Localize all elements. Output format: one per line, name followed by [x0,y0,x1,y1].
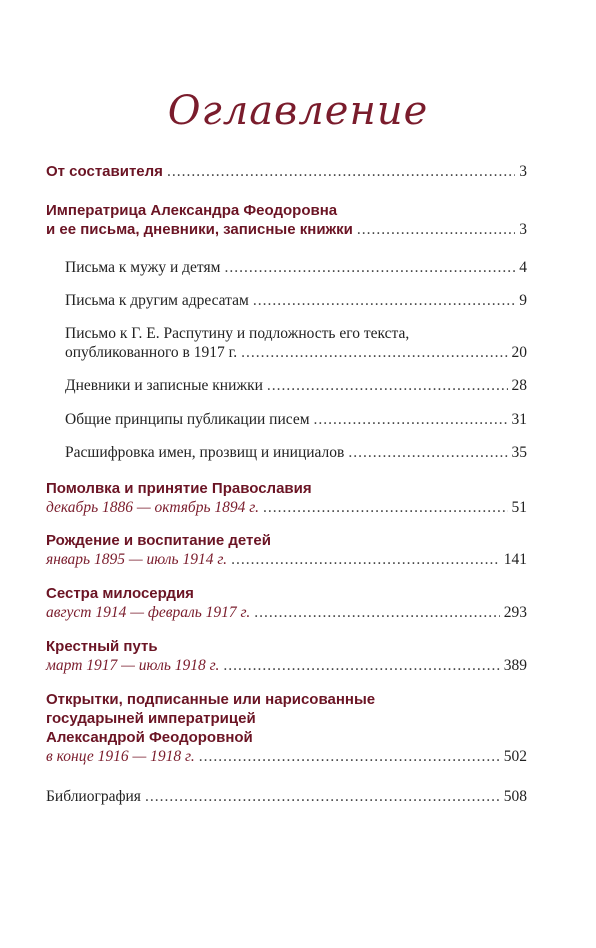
toc-entry-empress[interactable] [46,201,527,239]
toc-entry-way-of-cross[interactable] [46,637,527,675]
leader-dots [145,787,500,806]
leader-dots [223,656,499,675]
toc-entry-title-cont: государыней императрицей [46,710,256,727]
leader-dots [267,376,508,395]
leader-dots [199,747,500,766]
toc-entry-letters-others[interactable] [65,291,527,310]
toc-entry-dates: в конце 1916 — 1918 г. [46,748,195,765]
toc-entry-title: Императрица Александра Феодоровна [46,202,338,219]
toc-page-number: 20 [511,344,527,361]
toc-entry-title: Расшифровка имен, прозвищ и инициалов [65,444,345,461]
toc-entry-title: Библиография [46,788,141,805]
toc-page-number: 35 [511,444,527,461]
toc-entry-dates: январь 1895 — июль 1914 г. [46,551,228,568]
toc-page-number: 4 [519,259,527,276]
leader-dots [254,603,499,622]
toc-entry-dates: декабрь 1886 — октябрь 1894 г. [46,499,259,516]
toc-entry-engagement[interactable] [46,479,527,517]
toc-entry-dates: март 1917 — июль 1918 г. [46,657,220,674]
toc-entry-title: Крестный путь [46,638,158,655]
toc-entry-title: Письма к другим адресатам [65,292,249,309]
leader-dots [253,291,515,310]
toc-entry-rasputin-letter[interactable] [65,324,527,362]
toc-page-number: 389 [503,657,527,674]
leader-dots [167,162,515,181]
toc-entry-title: Общие принципы публикации писем [65,411,310,428]
toc-entry-letters-family[interactable] [65,258,527,277]
toc-entry-title-cont: Александрой Феодоровной [46,729,253,746]
toc-page-number: 28 [511,377,527,394]
toc-page-number: 3 [519,221,527,238]
toc-page-number: 502 [503,748,527,765]
toc-entry-names[interactable] [65,443,527,462]
toc-page-number: 141 [503,551,527,568]
toc-entry-title-cont: и ее письма, дневники, записные книжки [46,221,353,238]
toc-page-number: 31 [511,411,527,428]
leader-dots [224,258,515,277]
toc-entry-title: Письмо к Г. Е. Распутину и подложность его текста, [65,325,410,342]
toc-entry-title: От составителя [46,163,163,180]
toc-entry-title: Письма к мужу и детям [65,259,221,276]
toc-page-number: 51 [511,499,527,516]
toc-entry-from-compiler[interactable] [46,162,527,181]
toc-entry-diaries[interactable] [65,376,527,395]
toc-page-number: 9 [519,292,527,309]
toc-page-number: 3 [519,163,527,180]
leader-dots [357,220,515,239]
toc-entry-principles[interactable] [65,410,527,429]
toc-entry-title: Рождение и воспитание детей [46,532,271,549]
toc-entry-dates: август 1914 — февраль 1917 г. [46,604,251,621]
leader-dots [263,498,508,517]
toc-entry-title-cont: опубликованного в 1917 г. [65,344,238,361]
leader-dots [348,443,507,462]
toc-entry-nurse[interactable] [46,584,527,622]
page-title: Оглавление [167,88,429,134]
toc-page-number: 508 [503,788,527,805]
toc-entry-postcards[interactable] [46,690,527,766]
toc-entry-title: Открытки, подписанные или нарисованные [46,691,376,708]
toc-entry-children[interactable] [46,531,527,569]
leader-dots [241,343,507,362]
toc-entry-title: Сестра милосердия [46,585,194,602]
leader-dots [231,550,500,569]
toc-page-number: 293 [503,604,527,621]
toc-entry-title: Помолвка и принятие Православия [46,480,312,497]
toc-entry-bibliography[interactable] [46,787,527,806]
toc-entry-title: Дневники и записные книжки [65,377,263,394]
leader-dots [314,410,508,429]
